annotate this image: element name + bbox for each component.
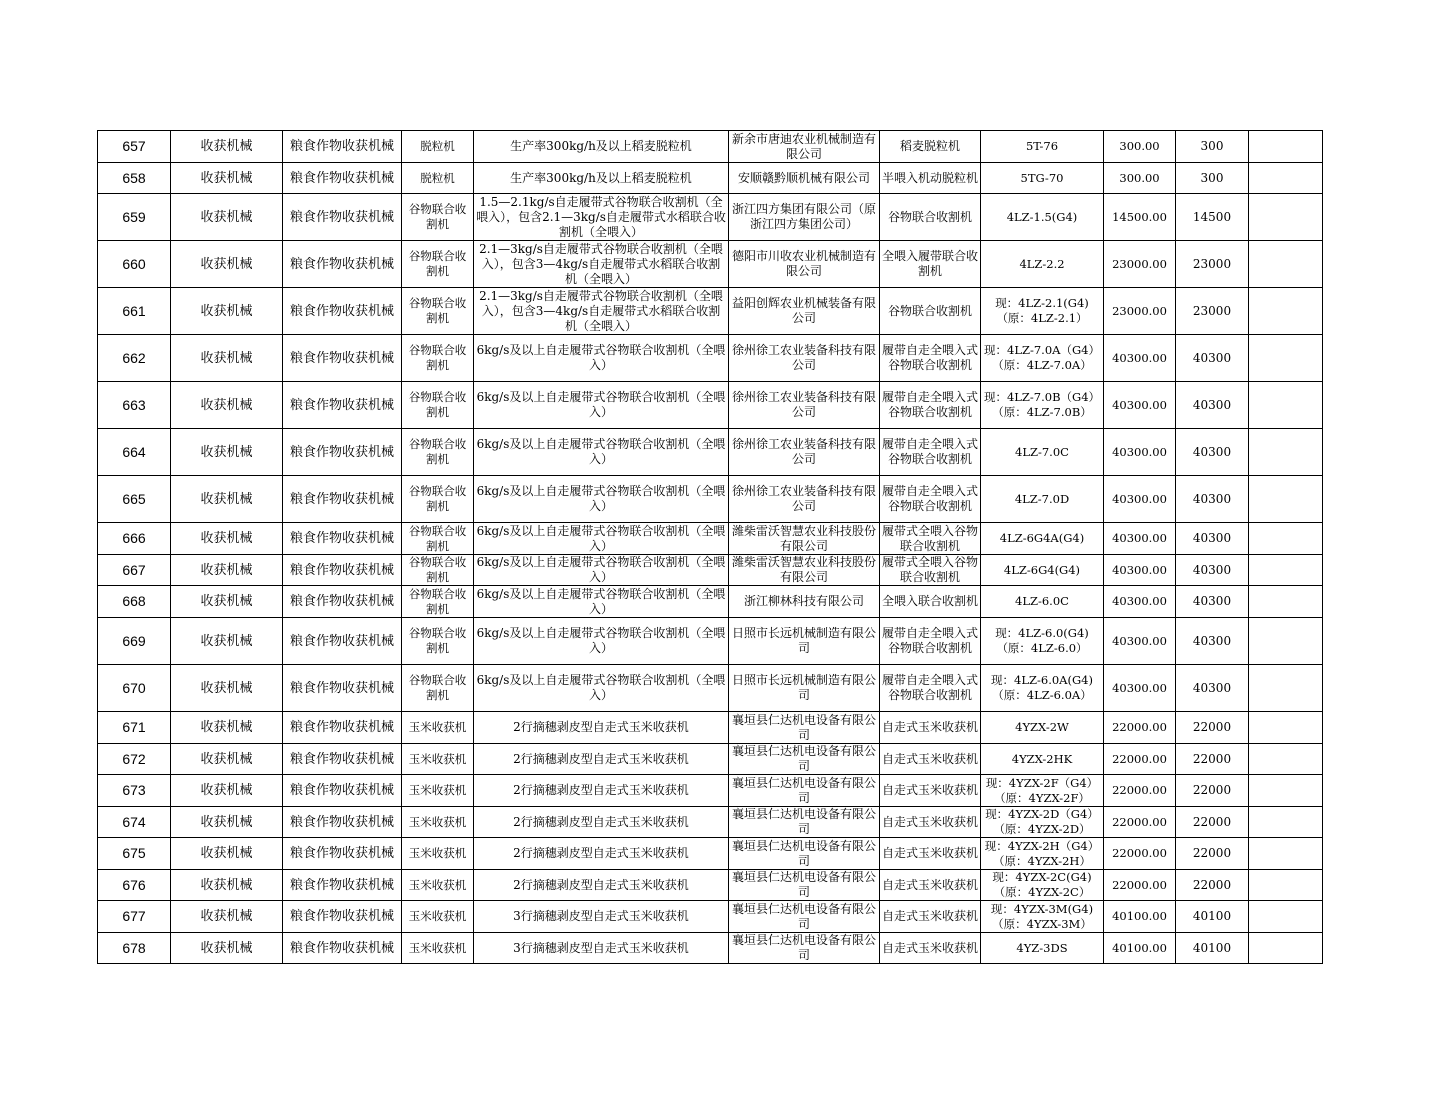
- model-number-cell: 4LZ-2.2: [981, 241, 1104, 288]
- model-number-cell: 现：4YZX-3M(G4)（原：4YZX-3M）: [981, 901, 1104, 933]
- spec-description-cell: 3行摘穗剥皮型自走式玉米收获机: [474, 933, 729, 964]
- machine-subcategory-cell: 玉米收获机: [402, 807, 474, 838]
- machine-category-cell: 粮食作物收获机械: [283, 335, 402, 382]
- price-cell: 40300.00: [1104, 429, 1176, 476]
- model-number-cell: 现：4LZ-6.0(G4)（原：4LZ-6.0）: [981, 618, 1104, 665]
- manufacturer-cell: 徐州徐工农业装备科技有限公司: [729, 382, 880, 429]
- row-number-cell: 675: [98, 838, 171, 870]
- subsidy-amount-cell: 22000: [1176, 712, 1249, 744]
- subsidy-amount-cell: 23000: [1176, 288, 1249, 335]
- machine-type-cell: 收获机械: [171, 163, 283, 194]
- product-name-cell: 自走式玉米收获机: [880, 807, 981, 838]
- product-name-cell: 自走式玉米收获机: [880, 775, 981, 807]
- product-name-cell: 全喂入履带联合收割机: [880, 241, 981, 288]
- row-number-cell: 668: [98, 586, 171, 618]
- machine-category-cell: 粮食作物收获机械: [283, 933, 402, 964]
- machine-category-cell: 粮食作物收获机械: [283, 838, 402, 870]
- spec-description-cell: 6kg/s及以上自走履带式谷物联合收割机（全喂入）: [474, 665, 729, 712]
- subsidy-amount-cell: 22000: [1176, 775, 1249, 807]
- subsidy-table: [97, 130, 1323, 964]
- spec-description-cell: 1.5—2.1kg/s自走履带式谷物联合收割机（全喂入），包含2.1—3kg/s自走履带式水稻联合收割机（全喂入）: [474, 194, 729, 241]
- spec-description-cell: 2行摘穗剥皮型自走式玉米收获机: [474, 775, 729, 807]
- remark-cell: [1249, 523, 1323, 555]
- row-number-cell: 678: [98, 933, 171, 964]
- machine-subcategory-cell: 谷物联合收割机: [402, 618, 474, 665]
- table-row: [98, 523, 1323, 555]
- machine-subcategory-cell: 谷物联合收割机: [402, 665, 474, 712]
- machine-category-cell: 粮食作物收获机械: [283, 163, 402, 194]
- machine-category-cell: 粮食作物收获机械: [283, 665, 402, 712]
- row-number-cell: 676: [98, 870, 171, 901]
- machine-subcategory-cell: 玉米收获机: [402, 933, 474, 964]
- manufacturer-cell: 襄垣县仁达机电设备有限公司: [729, 744, 880, 775]
- remark-cell: [1249, 429, 1323, 476]
- product-name-cell: 履带式全喂入谷物联合收割机: [880, 523, 981, 555]
- table-row: [98, 382, 1323, 429]
- subsidy-amount-cell: 22000: [1176, 807, 1249, 838]
- product-name-cell: 自走式玉米收获机: [880, 744, 981, 775]
- product-name-cell: 自走式玉米收获机: [880, 838, 981, 870]
- product-name-cell: 履带自走全喂入式谷物联合收割机: [880, 382, 981, 429]
- machine-category-cell: 粮食作物收获机械: [283, 194, 402, 241]
- table-row: [98, 712, 1323, 744]
- model-number-cell: 4YZX-2HK: [981, 744, 1104, 775]
- price-cell: 300.00: [1104, 163, 1176, 194]
- spec-description-cell: 6kg/s及以上自走履带式谷物联合收割机（全喂入）: [474, 586, 729, 618]
- row-number-cell: 673: [98, 775, 171, 807]
- table-row: [98, 194, 1323, 241]
- remark-cell: [1249, 131, 1323, 163]
- model-number-cell: 4LZ-6G4(G4): [981, 555, 1104, 586]
- price-cell: 40300.00: [1104, 382, 1176, 429]
- price-cell: 23000.00: [1104, 288, 1176, 335]
- subsidy-amount-cell: 40300: [1176, 382, 1249, 429]
- manufacturer-cell: 徐州徐工农业装备科技有限公司: [729, 429, 880, 476]
- price-cell: 40300.00: [1104, 476, 1176, 523]
- row-number-cell: 671: [98, 712, 171, 744]
- remark-cell: [1249, 241, 1323, 288]
- price-cell: 22000.00: [1104, 744, 1176, 775]
- manufacturer-cell: 襄垣县仁达机电设备有限公司: [729, 838, 880, 870]
- machine-type-cell: 收获机械: [171, 744, 283, 775]
- product-name-cell: 自走式玉米收获机: [880, 901, 981, 933]
- subsidy-amount-cell: 22000: [1176, 744, 1249, 775]
- remark-cell: [1249, 933, 1323, 964]
- model-number-cell: 现：4YZX-2H（G4）（原：4YZX-2H）: [981, 838, 1104, 870]
- model-number-cell: 4LZ-6.0C: [981, 586, 1104, 618]
- machine-subcategory-cell: 玉米收获机: [402, 712, 474, 744]
- manufacturer-cell: 德阳市川收农业机械制造有限公司: [729, 241, 880, 288]
- machine-subcategory-cell: 谷物联合收割机: [402, 476, 474, 523]
- price-cell: 23000.00: [1104, 241, 1176, 288]
- remark-cell: [1249, 838, 1323, 870]
- spec-description-cell: 6kg/s及以上自走履带式谷物联合收割机（全喂入）: [474, 523, 729, 555]
- price-cell: 22000.00: [1104, 712, 1176, 744]
- machine-category-cell: 粮食作物收获机械: [283, 712, 402, 744]
- machine-type-cell: 收获机械: [171, 429, 283, 476]
- table-row: [98, 131, 1323, 163]
- subsidy-amount-cell: 40300: [1176, 665, 1249, 712]
- table-row: [98, 586, 1323, 618]
- machine-category-cell: 粮食作物收获机械: [283, 523, 402, 555]
- product-name-cell: 全喂入联合收割机: [880, 586, 981, 618]
- price-cell: 22000.00: [1104, 870, 1176, 901]
- spec-description-cell: 6kg/s及以上自走履带式谷物联合收割机（全喂入）: [474, 476, 729, 523]
- subsidy-amount-cell: 40300: [1176, 555, 1249, 586]
- spec-description-cell: 2行摘穗剥皮型自走式玉米收获机: [474, 870, 729, 901]
- product-name-cell: 半喂入机动脱粒机: [880, 163, 981, 194]
- remark-cell: [1249, 288, 1323, 335]
- remark-cell: [1249, 870, 1323, 901]
- subsidy-amount-cell: 40100: [1176, 901, 1249, 933]
- machine-type-cell: 收获机械: [171, 335, 283, 382]
- table-row: [98, 241, 1323, 288]
- row-number-cell: 674: [98, 807, 171, 838]
- model-number-cell: 现：4YZX-2C(G4)（原：4YZX-2C）: [981, 870, 1104, 901]
- model-number-cell: 4LZ-7.0D: [981, 476, 1104, 523]
- model-number-cell: 现：4LZ-7.0B（G4）（原：4LZ-7.0B）: [981, 382, 1104, 429]
- table-row: [98, 933, 1323, 964]
- subsidy-amount-cell: 14500: [1176, 194, 1249, 241]
- price-cell: 40300.00: [1104, 523, 1176, 555]
- model-number-cell: 4LZ-1.5(G4): [981, 194, 1104, 241]
- remark-cell: [1249, 665, 1323, 712]
- machine-category-cell: 粮食作物收获机械: [283, 429, 402, 476]
- manufacturer-cell: 襄垣县仁达机电设备有限公司: [729, 870, 880, 901]
- product-name-cell: 履带自走全喂入式谷物联合收割机: [880, 476, 981, 523]
- price-cell: 14500.00: [1104, 194, 1176, 241]
- model-number-cell: 现：4LZ-6.0A(G4)（原：4LZ-6.0A）: [981, 665, 1104, 712]
- machine-subcategory-cell: 脱粒机: [402, 163, 474, 194]
- table-row: [98, 838, 1323, 870]
- machine-category-cell: 粮食作物收获机械: [283, 744, 402, 775]
- machine-category-cell: 粮食作物收获机械: [283, 586, 402, 618]
- machine-subcategory-cell: 脱粒机: [402, 131, 474, 163]
- machine-subcategory-cell: 谷物联合收割机: [402, 382, 474, 429]
- machine-subcategory-cell: 谷物联合收割机: [402, 241, 474, 288]
- machine-type-cell: 收获机械: [171, 523, 283, 555]
- remark-cell: [1249, 335, 1323, 382]
- machine-category-cell: 粮食作物收获机械: [283, 555, 402, 586]
- product-name-cell: 自走式玉米收获机: [880, 870, 981, 901]
- remark-cell: [1249, 712, 1323, 744]
- spec-description-cell: 2行摘穗剥皮型自走式玉米收获机: [474, 712, 729, 744]
- table-row: [98, 335, 1323, 382]
- subsidy-amount-cell: 40300: [1176, 429, 1249, 476]
- machine-type-cell: 收获机械: [171, 665, 283, 712]
- spec-description-cell: 2行摘穗剥皮型自走式玉米收获机: [474, 807, 729, 838]
- row-number-cell: 672: [98, 744, 171, 775]
- machine-subcategory-cell: 谷物联合收割机: [402, 429, 474, 476]
- model-number-cell: 现：4LZ-7.0A（G4）（原：4LZ-7.0A）: [981, 335, 1104, 382]
- model-number-cell: 4YZ-3DS: [981, 933, 1104, 964]
- subsidy-amount-cell: 23000: [1176, 241, 1249, 288]
- machine-subcategory-cell: 谷物联合收割机: [402, 523, 474, 555]
- machine-type-cell: 收获机械: [171, 870, 283, 901]
- machine-type-cell: 收获机械: [171, 901, 283, 933]
- subsidy-amount-cell: 300: [1176, 131, 1249, 163]
- machine-type-cell: 收获机械: [171, 555, 283, 586]
- machine-subcategory-cell: 玉米收获机: [402, 901, 474, 933]
- manufacturer-cell: 襄垣县仁达机电设备有限公司: [729, 775, 880, 807]
- remark-cell: [1249, 586, 1323, 618]
- row-number-cell: 658: [98, 163, 171, 194]
- manufacturer-cell: 襄垣县仁达机电设备有限公司: [729, 901, 880, 933]
- machine-type-cell: 收获机械: [171, 476, 283, 523]
- price-cell: 22000.00: [1104, 807, 1176, 838]
- subsidy-amount-cell: 40300: [1176, 618, 1249, 665]
- model-number-cell: 4LZ-6G4A(G4): [981, 523, 1104, 555]
- manufacturer-cell: 日照市长远机械制造有限公司: [729, 618, 880, 665]
- spec-description-cell: 6kg/s及以上自走履带式谷物联合收割机（全喂入）: [474, 335, 729, 382]
- product-name-cell: 履带自走全喂入式谷物联合收割机: [880, 429, 981, 476]
- remark-cell: [1249, 194, 1323, 241]
- machine-category-cell: 粮食作物收获机械: [283, 476, 402, 523]
- manufacturer-cell: 襄垣县仁达机电设备有限公司: [729, 712, 880, 744]
- table-row: [98, 807, 1323, 838]
- product-name-cell: 自走式玉米收获机: [880, 933, 981, 964]
- table-row: [98, 775, 1323, 807]
- product-name-cell: 谷物联合收割机: [880, 288, 981, 335]
- manufacturer-cell: 潍柴雷沃智慧农业科技股份有限公司: [729, 523, 880, 555]
- manufacturer-cell: 徐州徐工农业装备科技有限公司: [729, 476, 880, 523]
- manufacturer-cell: 新余市唐迪农业机械制造有限公司: [729, 131, 880, 163]
- spec-description-cell: 生产率300kg/h及以上稻麦脱粒机: [474, 163, 729, 194]
- spec-description-cell: 2.1—3kg/s自走履带式谷物联合收割机（全喂入），包含3—4kg/s自走履带式水稻联合收割机（全喂入）: [474, 288, 729, 335]
- machine-category-cell: 粮食作物收获机械: [283, 807, 402, 838]
- machine-type-cell: 收获机械: [171, 194, 283, 241]
- table-row: [98, 555, 1323, 586]
- row-number-cell: 663: [98, 382, 171, 429]
- machine-type-cell: 收获机械: [171, 241, 283, 288]
- manufacturer-cell: 浙江柳林科技有限公司: [729, 586, 880, 618]
- spec-description-cell: 2.1—3kg/s自走履带式谷物联合收割机（全喂入），包含3—4kg/s自走履带式水稻联合收割机（全喂入）: [474, 241, 729, 288]
- price-cell: 40300.00: [1104, 665, 1176, 712]
- machine-category-cell: 粮食作物收获机械: [283, 241, 402, 288]
- manufacturer-cell: 日照市长远机械制造有限公司: [729, 665, 880, 712]
- machine-category-cell: 粮食作物收获机械: [283, 870, 402, 901]
- machine-category-cell: 粮食作物收获机械: [283, 901, 402, 933]
- subsidy-amount-cell: 22000: [1176, 838, 1249, 870]
- row-number-cell: 665: [98, 476, 171, 523]
- row-number-cell: 670: [98, 665, 171, 712]
- row-number-cell: 657: [98, 131, 171, 163]
- remark-cell: [1249, 163, 1323, 194]
- table-row: [98, 901, 1323, 933]
- price-cell: 40300.00: [1104, 586, 1176, 618]
- machine-subcategory-cell: 玉米收获机: [402, 838, 474, 870]
- row-number-cell: 664: [98, 429, 171, 476]
- subsidy-amount-cell: 40300: [1176, 335, 1249, 382]
- table-row: [98, 744, 1323, 775]
- remark-cell: [1249, 555, 1323, 586]
- product-name-cell: 自走式玉米收获机: [880, 712, 981, 744]
- row-number-cell: 659: [98, 194, 171, 241]
- model-number-cell: 4LZ-7.0C: [981, 429, 1104, 476]
- model-number-cell: 现：4YZX-2F（G4）（原：4YZX-2F）: [981, 775, 1104, 807]
- subsidy-amount-cell: 40300: [1176, 476, 1249, 523]
- model-number-cell: 4YZX-2W: [981, 712, 1104, 744]
- machine-subcategory-cell: 谷物联合收割机: [402, 194, 474, 241]
- manufacturer-cell: 安顺赣黔顺机械有限公司: [729, 163, 880, 194]
- row-number-cell: 661: [98, 288, 171, 335]
- machine-type-cell: 收获机械: [171, 618, 283, 665]
- machine-category-cell: 粮食作物收获机械: [283, 382, 402, 429]
- product-name-cell: 履带自走全喂入式谷物联合收割机: [880, 335, 981, 382]
- row-number-cell: 660: [98, 241, 171, 288]
- spec-description-cell: 6kg/s及以上自走履带式谷物联合收割机（全喂入）: [474, 555, 729, 586]
- machine-type-cell: 收获机械: [171, 288, 283, 335]
- spec-description-cell: 6kg/s及以上自走履带式谷物联合收割机（全喂入）: [474, 429, 729, 476]
- machine-type-cell: 收获机械: [171, 382, 283, 429]
- remark-cell: [1249, 744, 1323, 775]
- machine-type-cell: 收获机械: [171, 131, 283, 163]
- machine-type-cell: 收获机械: [171, 586, 283, 618]
- spec-description-cell: 2行摘穗剥皮型自走式玉米收获机: [474, 838, 729, 870]
- remark-cell: [1249, 901, 1323, 933]
- manufacturer-cell: 徐州徐工农业装备科技有限公司: [729, 335, 880, 382]
- spec-description-cell: 6kg/s及以上自走履带式谷物联合收割机（全喂入）: [474, 382, 729, 429]
- subsidy-amount-cell: 40100: [1176, 933, 1249, 964]
- machine-type-cell: 收获机械: [171, 712, 283, 744]
- machine-subcategory-cell: 玉米收获机: [402, 744, 474, 775]
- product-name-cell: 履带自走全喂入式谷物联合收割机: [880, 665, 981, 712]
- machine-type-cell: 收获机械: [171, 933, 283, 964]
- manufacturer-cell: 浙江四方集团有限公司（原浙江四方集团公司）: [729, 194, 880, 241]
- subsidy-amount-cell: 40300: [1176, 523, 1249, 555]
- machine-category-cell: 粮食作物收获机械: [283, 288, 402, 335]
- product-name-cell: 履带式全喂入谷物联合收割机: [880, 555, 981, 586]
- price-cell: 22000.00: [1104, 775, 1176, 807]
- manufacturer-cell: 益阳创辉农业机械装备有限公司: [729, 288, 880, 335]
- machine-subcategory-cell: 谷物联合收割机: [402, 335, 474, 382]
- table-row: [98, 618, 1323, 665]
- machine-category-cell: 粮食作物收获机械: [283, 131, 402, 163]
- row-number-cell: 667: [98, 555, 171, 586]
- manufacturer-cell: 潍柴雷沃智慧农业科技股份有限公司: [729, 555, 880, 586]
- machine-subcategory-cell: 谷物联合收割机: [402, 288, 474, 335]
- manufacturer-cell: 襄垣县仁达机电设备有限公司: [729, 807, 880, 838]
- table-row: [98, 665, 1323, 712]
- price-cell: 300.00: [1104, 131, 1176, 163]
- table-body: [98, 131, 1323, 964]
- model-number-cell: 5T-76: [981, 131, 1104, 163]
- remark-cell: [1249, 807, 1323, 838]
- product-name-cell: 谷物联合收割机: [880, 194, 981, 241]
- machine-type-cell: 收获机械: [171, 775, 283, 807]
- product-name-cell: 履带自走全喂入式谷物联合收割机: [880, 618, 981, 665]
- remark-cell: [1249, 382, 1323, 429]
- machine-category-cell: 粮食作物收获机械: [283, 618, 402, 665]
- spec-description-cell: 2行摘穗剥皮型自走式玉米收获机: [474, 744, 729, 775]
- table-row: [98, 163, 1323, 194]
- price-cell: 40100.00: [1104, 933, 1176, 964]
- spec-description-cell: 6kg/s及以上自走履带式谷物联合收割机（全喂入）: [474, 618, 729, 665]
- subsidy-amount-cell: 300: [1176, 163, 1249, 194]
- row-number-cell: 666: [98, 523, 171, 555]
- subsidy-amount-cell: 40300: [1176, 586, 1249, 618]
- remark-cell: [1249, 618, 1323, 665]
- subsidy-amount-cell: 22000: [1176, 870, 1249, 901]
- machine-category-cell: 粮食作物收获机械: [283, 775, 402, 807]
- remark-cell: [1249, 476, 1323, 523]
- table-row: [98, 429, 1323, 476]
- model-number-cell: 5TG-70: [981, 163, 1104, 194]
- table-row: [98, 870, 1323, 901]
- machine-subcategory-cell: 谷物联合收割机: [402, 555, 474, 586]
- row-number-cell: 669: [98, 618, 171, 665]
- remark-cell: [1249, 775, 1323, 807]
- document-page: [97, 130, 1322, 964]
- price-cell: 40300.00: [1104, 555, 1176, 586]
- model-number-cell: 现：4LZ-2.1(G4)（原：4LZ-2.1）: [981, 288, 1104, 335]
- machine-type-cell: 收获机械: [171, 838, 283, 870]
- machine-subcategory-cell: 玉米收获机: [402, 775, 474, 807]
- row-number-cell: 677: [98, 901, 171, 933]
- machine-subcategory-cell: 玉米收获机: [402, 870, 474, 901]
- price-cell: 22000.00: [1104, 838, 1176, 870]
- row-number-cell: 662: [98, 335, 171, 382]
- table-row: [98, 476, 1323, 523]
- price-cell: 40300.00: [1104, 618, 1176, 665]
- machine-subcategory-cell: 谷物联合收割机: [402, 586, 474, 618]
- machine-type-cell: 收获机械: [171, 807, 283, 838]
- price-cell: 40300.00: [1104, 335, 1176, 382]
- spec-description-cell: 生产率300kg/h及以上稻麦脱粒机: [474, 131, 729, 163]
- manufacturer-cell: 襄垣县仁达机电设备有限公司: [729, 933, 880, 964]
- spec-description-cell: 3行摘穗剥皮型自走式玉米收获机: [474, 901, 729, 933]
- table-row: [98, 288, 1323, 335]
- product-name-cell: 稻麦脱粒机: [880, 131, 981, 163]
- price-cell: 40100.00: [1104, 901, 1176, 933]
- model-number-cell: 现：4YZX-2D（G4）（原：4YZX-2D）: [981, 807, 1104, 838]
